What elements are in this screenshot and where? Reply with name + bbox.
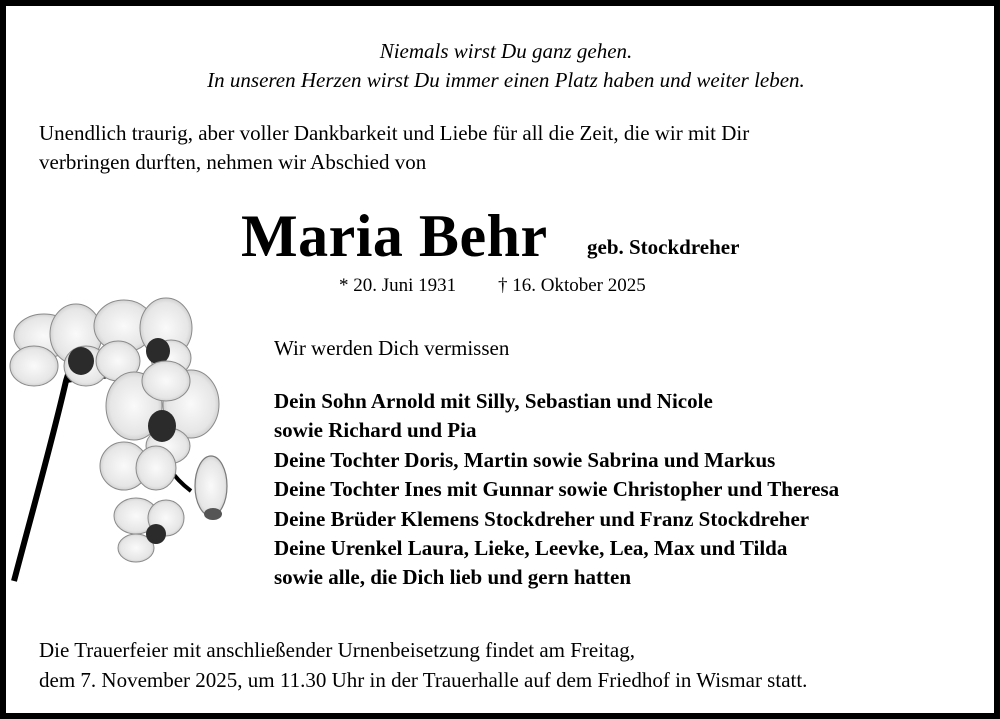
list-item: Deine Brüder Klemens Stockdreher und Franz Stockdreher [274, 506, 810, 531]
maiden-name: geb. Stockdreher [587, 235, 740, 259]
miss-text: Wir werden Dich vermissen [274, 336, 510, 360]
orchid-flower [114, 498, 184, 562]
intro-line-1: Unendlich traurig, aber voller Dankbarkeit und Liebe für all die Zeit, die wir mit Dir [39, 121, 750, 145]
orchid-flower [100, 442, 176, 490]
deceased-name: Maria Behr [241, 203, 548, 269]
list-item: sowie alle, die Dich lieb und gern hatten [274, 565, 632, 590]
closing-line-2: dem 7. November 2025, um 11.30 Uhr in der Trauerhalle auf dem Friedhof in Wismar statt. [39, 668, 808, 692]
mourners-list [274, 387, 839, 593]
orchid-flower [10, 304, 108, 386]
list-item: Deine Tochter Ines mit Gunnar sowie Christopher und Theresa [274, 477, 840, 502]
list-item: sowie Richard und Pia [274, 418, 477, 443]
list-item: Deine Urenkel Laura, Lieke, Leevke, Lea, Max und Tilda [274, 536, 788, 561]
orchid-bud [195, 456, 227, 520]
death-date: † 16. Oktober 2025 [498, 275, 646, 296]
quote-line-2: In unseren Herzen wirst Du immer einen Platz haben und weiter leben. [207, 68, 805, 92]
intro-line-2: verbringen durften, nehmen wir Abschied von [39, 150, 427, 174]
list-item: Dein Sohn Arnold mit Silly, Sebastian und Nicole [274, 389, 713, 413]
closing-line-1: Die Trauerfeier mit anschließender Urnenbeisetzung findet am Freitag, [39, 638, 635, 662]
birth-date: * 20. Juni 1931 [339, 275, 457, 296]
orchid-branch-icon [6, 286, 246, 596]
list-item: Deine Tochter Doris, Martin sowie Sabrina und Markus [274, 447, 776, 472]
quote-line-1: Niemals wirst Du ganz gehen. [379, 39, 633, 63]
